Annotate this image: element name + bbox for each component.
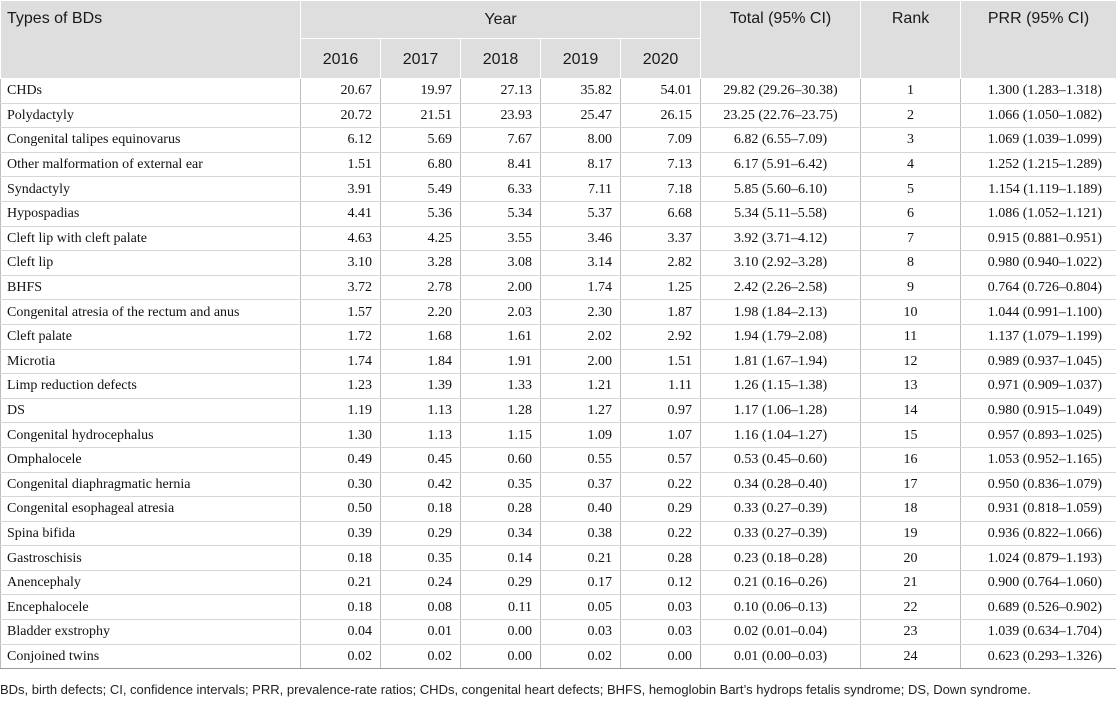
cell-total: 0.34 (0.28–0.40)	[701, 472, 861, 497]
cell-type: Congenital talipes equinovarus	[1, 128, 301, 153]
cell-2019: 1.27	[541, 398, 621, 423]
cell-2020: 0.03	[621, 620, 701, 645]
table-row	[1, 79, 1116, 104]
header-year-2016: 2016	[301, 39, 381, 79]
cell-2018: 6.33	[461, 177, 541, 202]
header-year-2019: 2019	[541, 39, 621, 79]
cell-2016: 0.04	[301, 620, 381, 645]
table-body	[1, 79, 1116, 669]
cell-prr: 0.900 (0.764–1.060)	[961, 570, 1116, 595]
cell-total: 1.94 (1.79–2.08)	[701, 324, 861, 349]
cell-total: 0.33 (0.27–0.39)	[701, 521, 861, 546]
cell-prr: 0.950 (0.836–1.079)	[961, 472, 1116, 497]
cell-2016: 0.21	[301, 570, 381, 595]
cell-2020: 0.22	[621, 472, 701, 497]
cell-2020: 1.51	[621, 349, 701, 374]
cell-2016: 4.63	[301, 226, 381, 251]
cell-2019: 0.03	[541, 620, 621, 645]
cell-prr: 1.069 (1.039–1.099)	[961, 128, 1116, 153]
cell-rank: 24	[861, 644, 961, 669]
cell-rank: 6	[861, 201, 961, 226]
cell-2017: 0.35	[381, 546, 461, 571]
header-total: Total (95% CI)	[701, 1, 861, 79]
cell-prr: 0.980 (0.940–1.022)	[961, 251, 1116, 276]
cell-prr: 0.623 (0.293–1.326)	[961, 644, 1116, 669]
cell-2019: 2.02	[541, 324, 621, 349]
table-row	[1, 472, 1116, 497]
cell-2019: 0.40	[541, 497, 621, 522]
cell-2016: 1.19	[301, 398, 381, 423]
cell-rank: 5	[861, 177, 961, 202]
cell-2019: 0.17	[541, 570, 621, 595]
cell-type: Congenital atresia of the rectum and anus	[1, 300, 301, 325]
cell-2016: 3.72	[301, 275, 381, 300]
cell-prr: 0.689 (0.526–0.902)	[961, 595, 1116, 620]
table-row	[1, 497, 1116, 522]
cell-2018: 2.00	[461, 275, 541, 300]
cell-2020: 0.12	[621, 570, 701, 595]
cell-2019: 1.21	[541, 374, 621, 399]
cell-prr: 0.980 (0.915–1.049)	[961, 398, 1116, 423]
cell-2016: 20.72	[301, 103, 381, 128]
table-row	[1, 644, 1116, 669]
cell-2018: 3.08	[461, 251, 541, 276]
cell-2018: 0.34	[461, 521, 541, 546]
cell-2019: 8.00	[541, 128, 621, 153]
table-row	[1, 201, 1116, 226]
cell-2020: 1.11	[621, 374, 701, 399]
cell-type: Omphalocele	[1, 447, 301, 472]
cell-total: 0.23 (0.18–0.28)	[701, 546, 861, 571]
cell-2018: 2.03	[461, 300, 541, 325]
cell-2019: 25.47	[541, 103, 621, 128]
cell-rank: 9	[861, 275, 961, 300]
cell-total: 23.25 (22.76–23.75)	[701, 103, 861, 128]
cell-2017: 0.01	[381, 620, 461, 645]
cell-type: Microtia	[1, 349, 301, 374]
cell-rank: 1	[861, 79, 961, 104]
cell-2018: 0.60	[461, 447, 541, 472]
cell-2017: 19.97	[381, 79, 461, 104]
cell-2017: 1.39	[381, 374, 461, 399]
cell-2016: 0.18	[301, 546, 381, 571]
cell-prr: 0.989 (0.937–1.045)	[961, 349, 1116, 374]
header-year-2020: 2020	[621, 39, 701, 79]
cell-2019: 7.11	[541, 177, 621, 202]
cell-type: Hypospadias	[1, 201, 301, 226]
cell-prr: 1.252 (1.215–1.289)	[961, 152, 1116, 177]
cell-rank: 16	[861, 447, 961, 472]
table-row	[1, 128, 1116, 153]
cell-2019: 35.82	[541, 79, 621, 104]
cell-2016: 3.91	[301, 177, 381, 202]
cell-2016: 1.72	[301, 324, 381, 349]
cell-2020: 54.01	[621, 79, 701, 104]
cell-2019: 1.74	[541, 275, 621, 300]
cell-2020: 0.03	[621, 595, 701, 620]
cell-2017: 21.51	[381, 103, 461, 128]
cell-2016: 1.74	[301, 349, 381, 374]
cell-2017: 6.80	[381, 152, 461, 177]
cell-2016: 0.30	[301, 472, 381, 497]
cell-type: Limp reduction defects	[1, 374, 301, 399]
cell-2016: 20.67	[301, 79, 381, 104]
cell-type: Polydactyly	[1, 103, 301, 128]
cell-2018: 1.28	[461, 398, 541, 423]
cell-2019: 0.38	[541, 521, 621, 546]
cell-total: 0.10 (0.06–0.13)	[701, 595, 861, 620]
cell-rank: 4	[861, 152, 961, 177]
header-year-2018: 2018	[461, 39, 541, 79]
cell-rank: 7	[861, 226, 961, 251]
cell-rank: 2	[861, 103, 961, 128]
cell-2016: 6.12	[301, 128, 381, 153]
cell-2019: 3.46	[541, 226, 621, 251]
cell-rank: 3	[861, 128, 961, 153]
cell-type: Gastroschisis	[1, 546, 301, 571]
cell-2018: 0.35	[461, 472, 541, 497]
cell-2017: 1.13	[381, 423, 461, 448]
cell-2020: 1.07	[621, 423, 701, 448]
cell-2020: 6.68	[621, 201, 701, 226]
cell-rank: 11	[861, 324, 961, 349]
cell-2016: 0.18	[301, 595, 381, 620]
cell-2018: 3.55	[461, 226, 541, 251]
cell-2016: 1.51	[301, 152, 381, 177]
cell-2020: 0.00	[621, 644, 701, 669]
cell-2020: 3.37	[621, 226, 701, 251]
cell-prr: 1.039 (0.634–1.704)	[961, 620, 1116, 645]
cell-2019: 0.37	[541, 472, 621, 497]
table-row	[1, 398, 1116, 423]
table-row	[1, 546, 1116, 571]
cell-type: DS	[1, 398, 301, 423]
cell-rank: 21	[861, 570, 961, 595]
cell-2020: 0.57	[621, 447, 701, 472]
cell-type: Cleft lip with cleft palate	[1, 226, 301, 251]
table-row	[1, 152, 1116, 177]
cell-prr: 1.300 (1.283–1.318)	[961, 79, 1116, 104]
cell-rank: 8	[861, 251, 961, 276]
cell-total: 1.81 (1.67–1.94)	[701, 349, 861, 374]
table-header	[1, 1, 1116, 79]
cell-prr: 1.044 (0.991–1.100)	[961, 300, 1116, 325]
table-row	[1, 595, 1116, 620]
table-row	[1, 300, 1116, 325]
cell-2018: 27.13	[461, 79, 541, 104]
cell-2020: 0.28	[621, 546, 701, 571]
table-row	[1, 570, 1116, 595]
cell-prr: 1.024 (0.879–1.193)	[961, 546, 1116, 571]
cell-2018: 1.33	[461, 374, 541, 399]
cell-2016: 0.49	[301, 447, 381, 472]
cell-prr: 1.137 (1.079–1.199)	[961, 324, 1116, 349]
cell-2018: 8.41	[461, 152, 541, 177]
cell-2019: 1.09	[541, 423, 621, 448]
cell-2017: 5.69	[381, 128, 461, 153]
cell-prr: 0.971 (0.909–1.037)	[961, 374, 1116, 399]
cell-total: 1.17 (1.06–1.28)	[701, 398, 861, 423]
cell-2016: 4.41	[301, 201, 381, 226]
cell-2016: 1.30	[301, 423, 381, 448]
cell-rank: 23	[861, 620, 961, 645]
cell-prr: 1.053 (0.952–1.165)	[961, 447, 1116, 472]
cell-type: Congenital diaphragmatic hernia	[1, 472, 301, 497]
cell-2019: 3.14	[541, 251, 621, 276]
cell-2018: 0.28	[461, 497, 541, 522]
cell-2016: 3.10	[301, 251, 381, 276]
cell-2016: 0.02	[301, 644, 381, 669]
cell-prr: 0.957 (0.893–1.025)	[961, 423, 1116, 448]
cell-2018: 1.61	[461, 324, 541, 349]
cell-total: 3.92 (3.71–4.12)	[701, 226, 861, 251]
cell-rank: 17	[861, 472, 961, 497]
table-row	[1, 374, 1116, 399]
cell-2017: 0.02	[381, 644, 461, 669]
table-row	[1, 103, 1116, 128]
table-row	[1, 521, 1116, 546]
cell-rank: 15	[861, 423, 961, 448]
cell-prr: 0.915 (0.881–0.951)	[961, 226, 1116, 251]
cell-2019: 5.37	[541, 201, 621, 226]
cell-rank: 18	[861, 497, 961, 522]
cell-2020: 7.09	[621, 128, 701, 153]
cell-prr: 0.936 (0.822–1.066)	[961, 521, 1116, 546]
cell-total: 0.01 (0.00–0.03)	[701, 644, 861, 669]
cell-type: Anencephaly	[1, 570, 301, 595]
cell-rank: 19	[861, 521, 961, 546]
cell-2019: 2.30	[541, 300, 621, 325]
table-row	[1, 226, 1116, 251]
cell-type: Conjoined twins	[1, 644, 301, 669]
cell-type: CHDs	[1, 79, 301, 104]
cell-prr: 1.086 (1.052–1.121)	[961, 201, 1116, 226]
cell-2020: 0.97	[621, 398, 701, 423]
cell-type: Encephalocele	[1, 595, 301, 620]
cell-2018: 0.00	[461, 620, 541, 645]
cell-total: 1.98 (1.84–2.13)	[701, 300, 861, 325]
table-row	[1, 447, 1116, 472]
cell-2019: 2.00	[541, 349, 621, 374]
cell-rank: 10	[861, 300, 961, 325]
cell-2020: 26.15	[621, 103, 701, 128]
table-footnote: BDs, birth defects; CI, confidence intervals; PRR, prevalence-rate ratios; CHDs, congenital heart defects; BHFS, hemoglobin Bart’s hydrops fetalis syndrome; DS, Down syndrome.	[0, 682, 1031, 697]
cell-type: Syndactyly	[1, 177, 301, 202]
cell-total: 5.34 (5.11–5.58)	[701, 201, 861, 226]
cell-prr: 1.066 (1.050–1.082)	[961, 103, 1116, 128]
cell-2017: 0.29	[381, 521, 461, 546]
cell-2020: 0.22	[621, 521, 701, 546]
cell-type: BHFS	[1, 275, 301, 300]
cell-type: Spina bifida	[1, 521, 301, 546]
cell-total: 0.33 (0.27–0.39)	[701, 497, 861, 522]
cell-prr: 0.931 (0.818–1.059)	[961, 497, 1116, 522]
table-row	[1, 251, 1116, 276]
cell-total: 0.21 (0.16–0.26)	[701, 570, 861, 595]
cell-rank: 20	[861, 546, 961, 571]
cell-prr: 0.764 (0.726–0.804)	[961, 275, 1116, 300]
cell-type: Congenital esophageal atresia	[1, 497, 301, 522]
cell-rank: 13	[861, 374, 961, 399]
cell-2018: 1.15	[461, 423, 541, 448]
cell-2016: 1.23	[301, 374, 381, 399]
cell-2018: 1.91	[461, 349, 541, 374]
cell-2020: 7.18	[621, 177, 701, 202]
cell-2020: 0.29	[621, 497, 701, 522]
cell-2017: 0.08	[381, 595, 461, 620]
cell-2017: 2.78	[381, 275, 461, 300]
cell-total: 0.53 (0.45–0.60)	[701, 447, 861, 472]
header-year-2017: 2017	[381, 39, 461, 79]
cell-2020: 2.82	[621, 251, 701, 276]
cell-type: Cleft lip	[1, 251, 301, 276]
cell-total: 1.16 (1.04–1.27)	[701, 423, 861, 448]
header-types-of-bds: Types of BDs	[1, 1, 301, 79]
cell-2017: 2.20	[381, 300, 461, 325]
header-prr: PRR (95% CI)	[961, 1, 1116, 79]
table-row	[1, 177, 1116, 202]
cell-2017: 5.49	[381, 177, 461, 202]
cell-2017: 0.18	[381, 497, 461, 522]
cell-2018: 23.93	[461, 103, 541, 128]
cell-2020: 1.87	[621, 300, 701, 325]
table-row	[1, 275, 1116, 300]
cell-2020: 2.92	[621, 324, 701, 349]
cell-2016: 0.39	[301, 521, 381, 546]
header-rank: Rank	[861, 1, 961, 79]
cell-2019: 0.55	[541, 447, 621, 472]
cell-2017: 1.84	[381, 349, 461, 374]
cell-2019: 0.21	[541, 546, 621, 571]
cell-rank: 14	[861, 398, 961, 423]
cell-type: Other malformation of external ear	[1, 152, 301, 177]
cell-2017: 0.42	[381, 472, 461, 497]
cell-total: 3.10 (2.92–3.28)	[701, 251, 861, 276]
cell-total: 29.82 (29.26–30.38)	[701, 79, 861, 104]
cell-2017: 3.28	[381, 251, 461, 276]
cell-2019: 8.17	[541, 152, 621, 177]
cell-2018: 0.00	[461, 644, 541, 669]
table-row	[1, 423, 1116, 448]
cell-2018: 7.67	[461, 128, 541, 153]
cell-type: Cleft palate	[1, 324, 301, 349]
table-row	[1, 620, 1116, 645]
cell-2020: 1.25	[621, 275, 701, 300]
cell-2020: 7.13	[621, 152, 701, 177]
cell-rank: 12	[861, 349, 961, 374]
cell-total: 6.82 (6.55–7.09)	[701, 128, 861, 153]
cell-2017: 5.36	[381, 201, 461, 226]
cell-total: 6.17 (5.91–6.42)	[701, 152, 861, 177]
table-row	[1, 324, 1116, 349]
cell-total: 2.42 (2.26–2.58)	[701, 275, 861, 300]
cell-2018: 5.34	[461, 201, 541, 226]
table-row	[1, 349, 1116, 374]
cell-2017: 0.45	[381, 447, 461, 472]
cell-2016: 0.50	[301, 497, 381, 522]
cell-2017: 4.25	[381, 226, 461, 251]
cell-type: Congenital hydrocephalus	[1, 423, 301, 448]
header-year: Year	[301, 1, 701, 39]
cell-prr: 1.154 (1.119–1.189)	[961, 177, 1116, 202]
cell-2018: 0.29	[461, 570, 541, 595]
cell-2016: 1.57	[301, 300, 381, 325]
cell-2019: 0.02	[541, 644, 621, 669]
cell-type: Bladder exstrophy	[1, 620, 301, 645]
cell-rank: 22	[861, 595, 961, 620]
cell-2019: 0.05	[541, 595, 621, 620]
cell-2017: 1.68	[381, 324, 461, 349]
cell-total: 1.26 (1.15–1.38)	[701, 374, 861, 399]
cell-2018: 0.11	[461, 595, 541, 620]
cell-total: 0.02 (0.01–0.04)	[701, 620, 861, 645]
cell-total: 5.85 (5.60–6.10)	[701, 177, 861, 202]
cell-2018: 0.14	[461, 546, 541, 571]
cell-2017: 0.24	[381, 570, 461, 595]
cell-2017: 1.13	[381, 398, 461, 423]
